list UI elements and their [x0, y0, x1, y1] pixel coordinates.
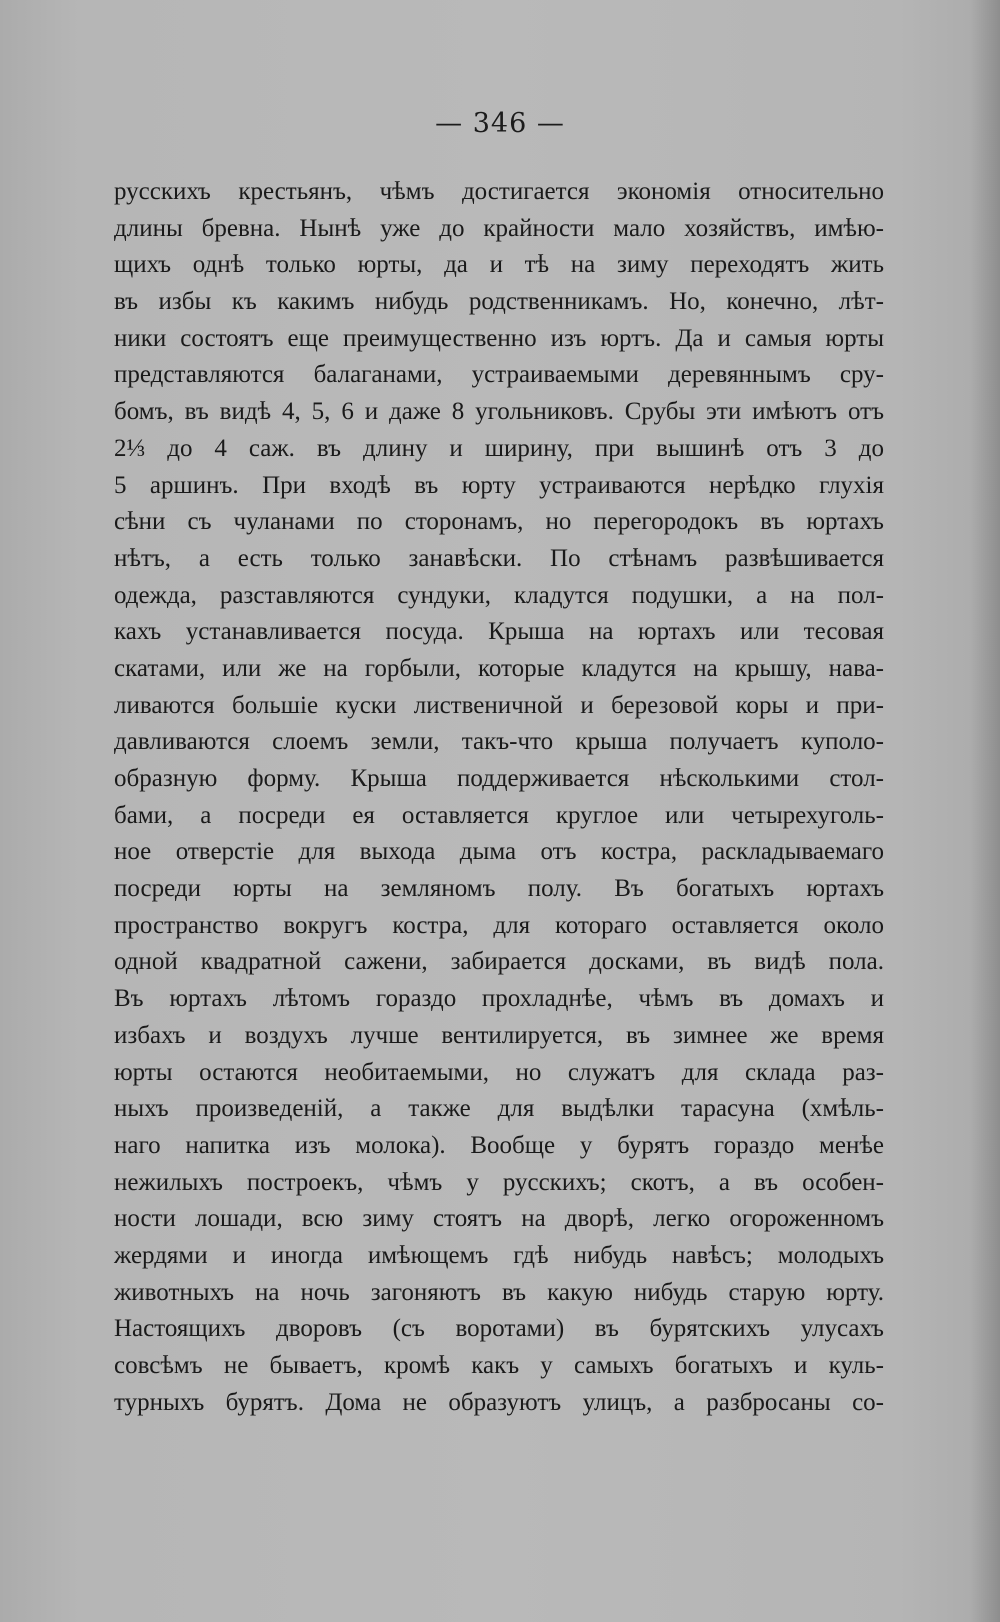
- text-line: нежилыхъ построекъ, чѣмъ у русскихъ; скотъ, а въ особен-: [114, 1168, 884, 1196]
- text-line: длины бревна. Нынѣ уже до крайности мало хозяйствъ, имѣю-: [114, 214, 884, 242]
- text-line: 2⅓ до 4 саж. въ длину и ширину, при вышинѣ отъ 3 до: [114, 434, 884, 462]
- text-line: посреди юрты на земляномъ полу. Въ богатыхъ юртахъ: [114, 875, 884, 903]
- text-line: избахъ и воздухъ лучше вентилируется, въ зимнее же время: [114, 1021, 884, 1049]
- text-line: сѣни съ чуланами по сторонамъ, но перегородокъ въ юртахъ: [114, 508, 884, 536]
- text-line: ное отверстіе для выхода дыма отъ костра, раскладываемаго: [114, 838, 884, 866]
- text-line: нѣтъ, а есть только занавѣски. По стѣнамъ развѣшивается: [114, 544, 884, 572]
- text-line: совсѣмъ не бываетъ, кромѣ какъ у самыхъ богатыхъ и куль-: [114, 1352, 884, 1379]
- text-line: представляются балаганами, устраиваемыми деревяннымъ сру-: [114, 361, 884, 389]
- text-line: въ избы къ какимъ нибудь родственникамъ. Но, конечно, лѣт-: [114, 288, 884, 316]
- text-line: одежда, разставляются сундуки, кладутся подушки, а на пол-: [114, 581, 884, 609]
- text-line: давливаются слоемъ земли, такъ-что крыша получаетъ куполо-: [114, 728, 884, 756]
- text-line: ности лошади, всю зиму стоятъ на дворѣ, легко огороженномъ: [114, 1205, 884, 1233]
- text-line: животныхъ на ночь загоняютъ въ какую нибудь старую юрту.: [114, 1278, 884, 1306]
- text-line: юрты остаются необитаемыми, но служатъ для склада раз-: [114, 1058, 884, 1086]
- text-line: жердями и иногда имѣющемъ гдѣ нибудь навѣсъ; молодыхъ: [114, 1241, 884, 1269]
- text-line: наго напитка изъ молока). Вообще у бурятъ гораздо менѣе: [114, 1131, 884, 1159]
- text-line: турныхъ бурятъ. Дома не образуютъ улицъ, а разбросаны со-: [114, 1388, 884, 1416]
- text-line: кахъ устанавливается посуда. Крыша на юртахъ или тесовая: [114, 618, 884, 646]
- text-line: одной квадратной сажени, забирается досками, въ видѣ пола.: [114, 948, 884, 976]
- text-line: скатами, или же на горбыли, которые кладутся на крышу, нава-: [114, 654, 884, 682]
- text-line: Настоящихъ дворовъ (съ воротами) въ бурятскихъ улусахъ: [114, 1315, 884, 1343]
- text-line: русскихъ крестьянъ, чѣмъ достигается экономія относительно: [114, 178, 884, 205]
- body-text: [114, 174, 884, 1421]
- page-edge-shadow: [970, 0, 1000, 1622]
- text-line: образную форму. Крыша поддерживается нѣсколькими стол-: [114, 765, 884, 792]
- page-number: — 346 —: [435, 108, 565, 139]
- text-line: бомъ, въ видѣ 4, 5, 6 и даже 8 угольниковъ. Срубы эти имѣютъ отъ: [114, 398, 884, 426]
- text-line: щихъ однѣ только юрты, да и тѣ на зиму переходятъ жить: [114, 251, 884, 279]
- text-line: бами, а посреди ея оставляется круглое или четырехуголь-: [114, 801, 884, 829]
- text-line: ливаются большіе куски лиственичной и березовой коры и при-: [114, 691, 884, 719]
- text-line: 5 аршинъ. При входѣ въ юрту устраиваются нерѣдко глухія: [114, 471, 884, 499]
- text-line: ники состоятъ еще преимущественно изъ юртъ. Да и самыя юрты: [114, 324, 884, 352]
- text-line: пространство вокругъ костра, для котораго оставляется около: [114, 911, 884, 939]
- text-line: Въ юртахъ лѣтомъ гораздо прохладнѣе, чѣмъ въ домахъ и: [114, 985, 884, 1013]
- text-line: ныхъ произведеній, а также для выдѣлки тарасуна (хмѣль-: [114, 1095, 884, 1123]
